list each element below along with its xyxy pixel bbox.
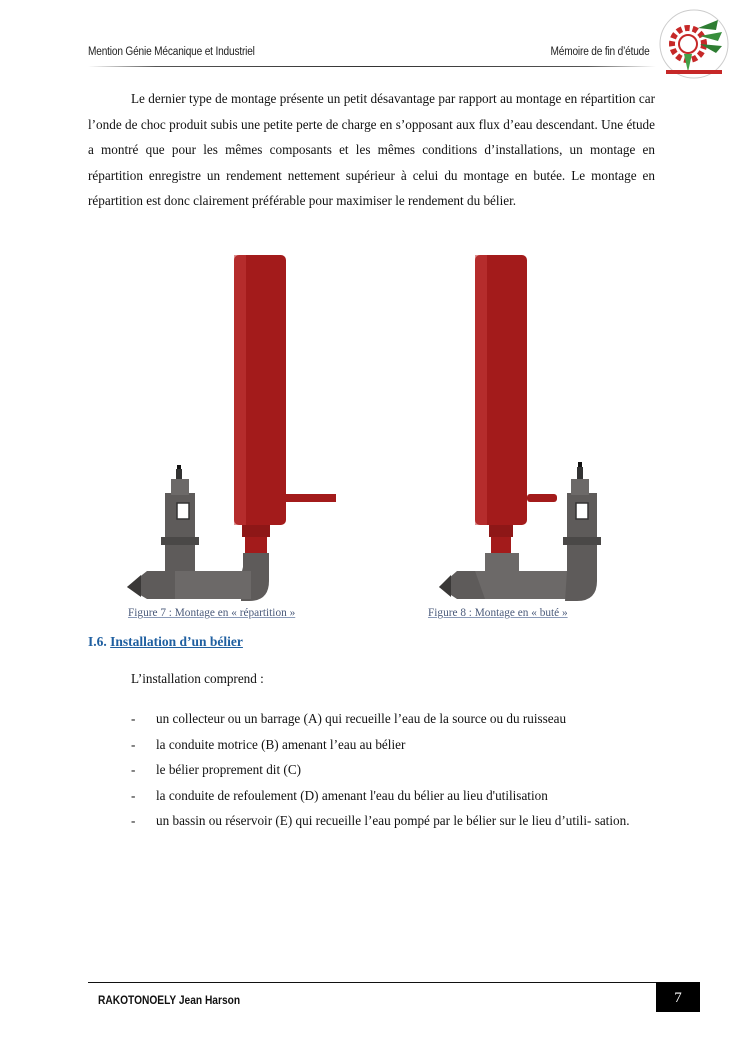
school-logo xyxy=(658,8,730,80)
installation-list xyxy=(131,706,661,834)
page-number: 7 xyxy=(656,982,700,1012)
list-item-text: un bassin ou réservoir (E) qui recueille l’eau pompé par le bélier sur le lieu d’utili- sation. xyxy=(156,813,630,828)
header-left: Mention Génie Mécanique et Industriel xyxy=(88,46,255,58)
list-item xyxy=(131,783,661,809)
list-item-text: la conduite de refoulement (D) amenant l'eau du bélier au lieu d'utilisation xyxy=(156,787,548,803)
section-heading xyxy=(88,634,243,650)
intro-paragraph: Le dernier type de montage présente un petit désavantage par rapport au montage en répartition car l’onde de choc produit subis une petite perte de charge en s’opposant aux flux d’eau descendant. Une étude a montré que pour les mêmes composants et les mêmes conditions d’installations, un montage en répartition enregistre un rendement nettement supérieur à celui du montage en butée. Le montage en répartition est donc clairement préférable pour maximiser le rendement du bélier. xyxy=(88,91,655,208)
list-bullet: - xyxy=(131,813,136,828)
list-item xyxy=(131,706,661,732)
list-bullet: - xyxy=(131,762,136,777)
section-title: Installation d’un bélier xyxy=(110,634,243,649)
list-bullet: - xyxy=(131,711,136,726)
header-right: Mémoire de fin d’étude xyxy=(550,46,650,58)
footer-rule xyxy=(88,982,656,983)
header-rule xyxy=(88,66,656,67)
figure-7-drawing xyxy=(127,255,336,601)
list-item-text: la conduite motrice (B) amenant l’eau au bélier xyxy=(156,736,406,752)
list-item-text: un collecteur ou un barrage (A) qui recueille l’eau de la source ou du ruisseau xyxy=(156,711,567,726)
figure-7-caption: Figure 7 : Montage en « répartition » xyxy=(128,607,296,619)
list-item xyxy=(131,808,661,834)
list-bullet: - xyxy=(131,736,136,752)
list-item-text: le bélier proprement dit (C) xyxy=(156,762,302,777)
section-number: I.6. xyxy=(88,634,107,649)
figure-8-caption: Figure 8 : Montage en « buté » xyxy=(428,607,568,619)
figure-8-drawing xyxy=(439,255,601,601)
lead-text: L’installation comprend : xyxy=(131,671,264,686)
list-item xyxy=(131,732,661,758)
list-bullet: - xyxy=(131,787,136,803)
footer-author: RAKOTONOELY Jean Harson xyxy=(98,993,241,1007)
list-item xyxy=(131,757,661,783)
ram-pump-figures xyxy=(95,245,655,605)
